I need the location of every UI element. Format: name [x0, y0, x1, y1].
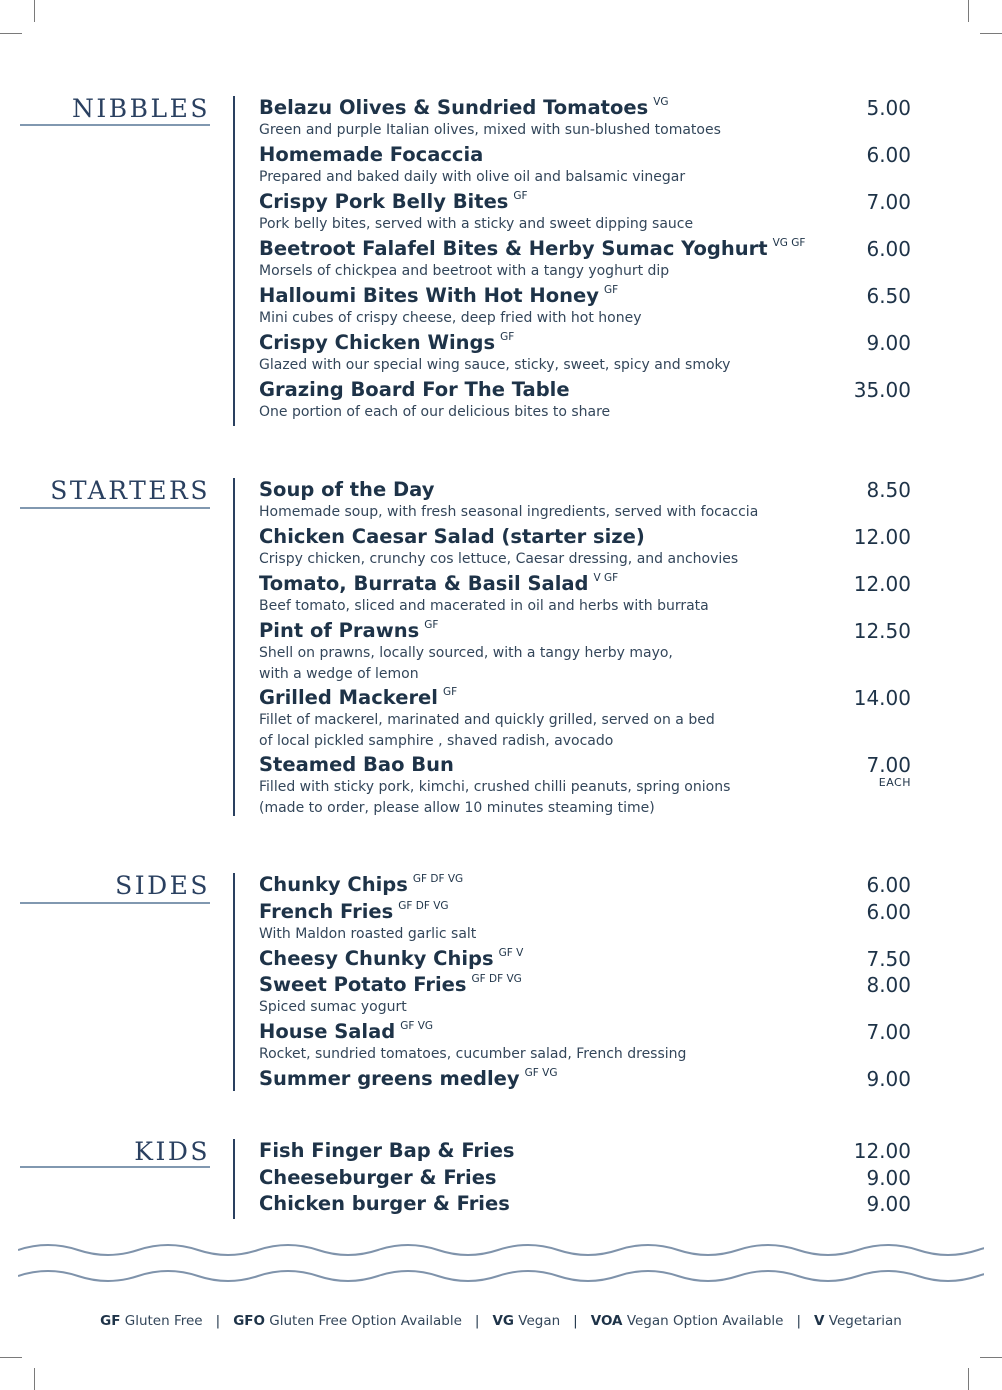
item-name: Pint of Prawns — [259, 619, 420, 642]
item-heading — [259, 686, 911, 710]
item-heading — [259, 873, 911, 897]
legend-code: GFO — [233, 1313, 265, 1329]
item-price: 7.00 — [866, 1020, 911, 1044]
dietary-tags: GF — [442, 686, 458, 698]
menu-item — [259, 525, 911, 570]
item-list — [259, 1139, 911, 1216]
item-name: Crispy Chicken Wings — [259, 331, 496, 354]
price-unit: EACH — [878, 776, 911, 789]
item-heading — [259, 1067, 911, 1091]
crop-mark — [980, 1357, 1002, 1358]
dietary-tags: GF VG — [400, 1020, 434, 1032]
dietary-tags: V GF — [593, 572, 619, 584]
section-divider — [233, 873, 235, 1091]
legend-code: VG — [492, 1313, 514, 1329]
item-description: Filled with sticky pork, kimchi, crushed chilli peanuts, spring onions — [259, 779, 731, 795]
section-divider — [233, 96, 235, 426]
item-heading — [259, 284, 911, 308]
item-heading — [259, 619, 911, 643]
item-name: Fish Finger Bap & Fries — [259, 1139, 515, 1162]
item-heading — [259, 190, 911, 214]
item-heading — [259, 96, 911, 120]
item-heading — [259, 1166, 911, 1190]
dietary-tags: GF VG — [524, 1067, 558, 1079]
item-heading — [259, 143, 911, 167]
item-price: 6.50 — [866, 284, 911, 308]
item-description: With Maldon roasted garlic salt — [259, 925, 477, 942]
section-underline — [20, 902, 210, 904]
menu-item — [259, 331, 911, 376]
item-name: Summer greens medley — [259, 1067, 520, 1090]
item-heading — [259, 378, 911, 402]
item-description: Green and purple Italian olives, mixed with sun-blushed tomatoes — [259, 122, 721, 138]
item-name: Steamed Bao Bun — [259, 753, 454, 776]
dietary-tags: GF DF VG — [471, 973, 522, 985]
item-description: (made to order, please allow 10 minutes steaming time) — [259, 799, 655, 816]
menu-item — [259, 572, 911, 617]
item-description: Fillet of mackerel, marinated and quickly grilled, served on a bed — [259, 712, 715, 728]
item-name: Chicken Caesar Salad (starter size) — [259, 525, 645, 548]
crop-mark — [34, 0, 35, 22]
item-list — [259, 873, 911, 1091]
menu-item — [259, 190, 911, 235]
dietary-tags: GF — [513, 190, 528, 202]
menu-item — [259, 686, 911, 751]
dietary-legend — [0, 1313, 1002, 1329]
legend-label: Vegan — [518, 1313, 561, 1329]
item-name: Belazu Olives & Sundried Tomatoes — [259, 96, 649, 119]
item-price: 12.00 — [853, 1139, 911, 1163]
section-underline — [20, 1166, 210, 1168]
legend-entry — [814, 1313, 902, 1329]
crop-mark — [968, 1368, 969, 1390]
section-title: NIBBLES — [72, 94, 210, 123]
item-name: Cheesy Chunky Chips — [259, 946, 494, 970]
menu-item — [259, 1139, 911, 1163]
crop-mark — [0, 1357, 22, 1358]
section-divider — [233, 478, 235, 816]
item-name: Tomato, Burrata & Basil Salad — [259, 572, 589, 595]
menu-item — [259, 1166, 911, 1190]
item-heading — [259, 237, 911, 261]
item-heading — [259, 1192, 911, 1216]
item-name: Halloumi Bites With Hot Honey — [259, 284, 599, 307]
item-heading — [259, 1139, 911, 1163]
dietary-tags: GF — [603, 284, 619, 296]
menu-item — [259, 873, 911, 897]
item-description: Mini cubes of crispy cheese, deep fried with hot honey — [259, 310, 642, 326]
dietary-tags: GF — [500, 331, 515, 343]
item-name: Homemade Focaccia — [259, 143, 484, 166]
menu-item — [259, 1020, 911, 1065]
item-name: Chunky Chips — [259, 873, 408, 896]
crop-mark — [980, 33, 1002, 34]
item-price: 9.00 — [866, 1067, 911, 1091]
menu-item — [259, 284, 911, 329]
dietary-tags: GF V — [498, 946, 524, 959]
item-price: 35.00 — [853, 378, 911, 402]
item-list — [259, 96, 911, 423]
item-heading — [259, 525, 911, 549]
item-name: Beetroot Falafel Bites & Herby Sumac Yoghurt — [259, 237, 768, 260]
item-price: 6.00 — [866, 899, 911, 924]
dietary-tags: GF — [424, 619, 439, 631]
legend-entry — [492, 1313, 560, 1329]
section-underline — [20, 124, 210, 126]
item-description: Crispy chicken, crunchy cos lettuce, Caesar dressing, and anchovies — [259, 551, 739, 567]
item-description: Shell on prawns, locally sourced, with a tangy herby mayo, — [259, 645, 673, 661]
item-description: Prepared and baked daily with olive oil and balsamic vinegar — [259, 169, 686, 185]
item-price: 12.50 — [853, 619, 911, 643]
wave-line-top — [18, 1245, 984, 1255]
item-description: of local pickled samphire , shaved radish, avocado — [259, 732, 614, 749]
item-heading — [259, 947, 911, 971]
item-heading — [259, 331, 911, 355]
item-description: Morsels of chickpea and beetroot with a tangy yoghurt dip — [259, 263, 670, 279]
item-price: 7.00 — [866, 190, 911, 214]
legend-code: VOA — [590, 1313, 623, 1329]
item-price: 14.00 — [853, 686, 911, 710]
item-price: 8.50 — [866, 478, 911, 502]
legend-separator: | — [215, 1313, 221, 1329]
wave-divider — [18, 1238, 984, 1288]
menu-item — [259, 753, 911, 818]
section-title: SIDES — [115, 871, 210, 900]
item-price: 6.00 — [866, 143, 911, 167]
menu-item — [259, 973, 911, 1018]
item-price: 5.00 — [866, 96, 911, 120]
legend-label: Gluten Free Option Available — [269, 1313, 462, 1329]
dietary-tags: GF DF VG — [412, 873, 464, 885]
menu-item — [259, 478, 911, 523]
section-title: KIDS — [134, 1137, 210, 1166]
item-price: 6.00 — [866, 237, 911, 261]
crop-mark — [0, 33, 22, 34]
item-description: with a wedge of lemon — [259, 665, 419, 682]
item-description: Beef tomato, sliced and macerated in oil and herbs with burrata — [259, 598, 709, 614]
menu-item — [259, 900, 911, 945]
legend-separator: | — [573, 1313, 578, 1329]
item-name: Grilled Mackerel — [259, 686, 438, 709]
item-heading — [259, 478, 911, 502]
dietary-tags: GF DF VG — [398, 899, 449, 912]
item-name: Chicken burger & Fries — [259, 1192, 510, 1215]
section-divider — [233, 1139, 235, 1219]
item-heading — [259, 1020, 911, 1044]
item-price: 7.00 — [866, 753, 911, 777]
section-title: STARTERS — [50, 476, 210, 505]
legend-entry — [233, 1313, 462, 1329]
item-price: 9.00 — [866, 331, 911, 355]
legend-label: Gluten Free — [124, 1313, 203, 1329]
legend-label: Vegetarian — [828, 1313, 902, 1329]
item-price: 6.00 — [866, 873, 911, 897]
item-description: One portion of each of our delicious bites to share — [259, 404, 611, 420]
item-name: Sweet Potato Fries — [259, 973, 467, 996]
item-description: Rocket, sundried tomatoes, cucumber salad, French dressing — [259, 1046, 687, 1062]
item-name: Soup of the Day — [259, 478, 435, 501]
item-heading — [259, 753, 911, 777]
item-description: Pork belly bites, served with a sticky and sweet dipping sauce — [259, 216, 694, 232]
item-price: 8.00 — [866, 973, 911, 997]
item-name: Cheeseburger & Fries — [259, 1165, 497, 1189]
crop-mark — [34, 1368, 35, 1390]
legend-entry — [100, 1313, 202, 1329]
legend-separator: | — [796, 1313, 802, 1329]
item-name: Grazing Board For The Table — [259, 378, 570, 401]
menu-item — [259, 947, 911, 971]
item-price: 7.50 — [866, 946, 911, 971]
item-name: House Salad — [259, 1020, 396, 1043]
item-price: 12.00 — [853, 525, 911, 549]
legend-separator: | — [474, 1313, 480, 1329]
legend-entry — [591, 1313, 784, 1329]
item-price: 9.00 — [866, 1165, 911, 1190]
item-name: French Fries — [259, 899, 394, 923]
crop-mark — [968, 0, 969, 22]
legend-label: Vegan Option Available — [626, 1313, 784, 1329]
menu-item — [259, 619, 911, 684]
menu-item — [259, 143, 911, 188]
item-price: 12.00 — [853, 572, 911, 596]
item-heading — [259, 973, 911, 997]
section-underline — [20, 507, 210, 509]
menu-item — [259, 96, 911, 141]
item-name: Crispy Pork Belly Bites — [259, 190, 509, 213]
legend-code: V — [814, 1313, 825, 1329]
wave-line-bottom — [18, 1271, 984, 1281]
item-list — [259, 478, 911, 818]
menu-item — [259, 1192, 911, 1216]
menu-item — [259, 237, 911, 282]
item-description: Homemade soup, with fresh seasonal ingredients, served with focaccia — [259, 504, 759, 520]
item-price: 9.00 — [866, 1192, 911, 1216]
item-description: Glazed with our special wing sauce, sticky, sweet, spicy and smoky — [259, 357, 731, 373]
dietary-tags: VG GF — [772, 237, 806, 249]
item-heading — [259, 900, 911, 924]
menu-item — [259, 1067, 911, 1091]
dietary-tags: VG — [653, 96, 669, 108]
menu-item — [259, 378, 911, 423]
item-description: Spiced sumac yogurt — [259, 999, 407, 1015]
legend-code: GF — [100, 1313, 121, 1329]
item-heading — [259, 572, 911, 596]
